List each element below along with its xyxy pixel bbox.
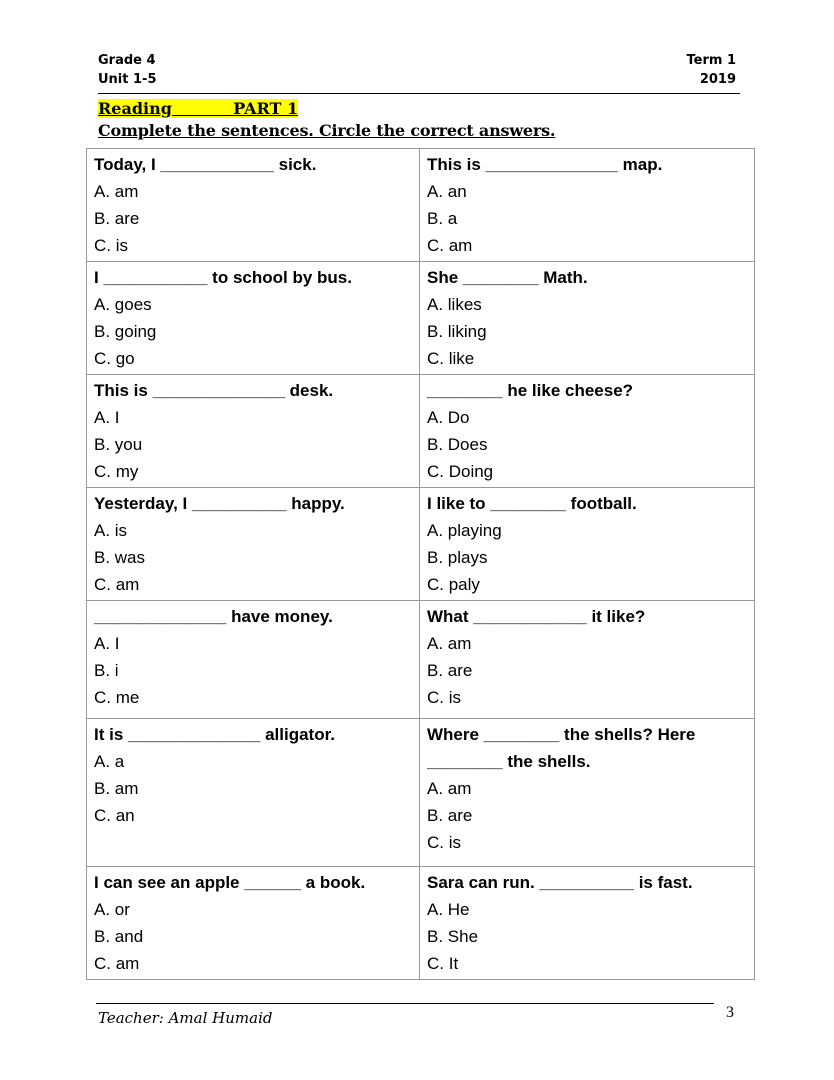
answer-option[interactable]: A. I: [94, 634, 120, 653]
question-cell: [420, 601, 755, 719]
question-cell: [420, 488, 755, 601]
answer-option[interactable]: A. likes: [427, 295, 482, 314]
answer-option[interactable]: C. am: [427, 236, 473, 255]
answer-option[interactable]: C. an: [94, 806, 135, 825]
question-cell: [420, 375, 755, 488]
answer-option[interactable]: C. my: [94, 462, 139, 481]
answer-option[interactable]: A. am: [427, 634, 472, 653]
answer-option[interactable]: B. are: [427, 806, 473, 825]
question-cell: [420, 149, 755, 262]
question-text: This is ______________ desk.: [94, 381, 334, 400]
question-text: I ___________ to school by bus.: [94, 268, 352, 287]
question-cell: [87, 262, 420, 375]
answer-option[interactable]: A. I: [94, 408, 120, 427]
question-row: [87, 867, 755, 980]
question-cell: [420, 719, 755, 867]
part-label: PART 1: [233, 99, 299, 118]
questions-table: [86, 148, 755, 980]
question-text: What ____________ it like?: [427, 607, 646, 626]
question-cell: [87, 149, 420, 262]
answer-option[interactable]: C. is: [427, 833, 461, 852]
unit-label: Unit 1-5: [98, 72, 157, 87]
answer-option[interactable]: C. like: [427, 349, 475, 368]
answer-option[interactable]: B. are: [427, 661, 473, 680]
answer-option[interactable]: B. you: [94, 435, 143, 454]
answer-option[interactable]: B. am: [94, 779, 139, 798]
term-label: Term 1: [686, 53, 736, 68]
reading-label: Reading: [98, 99, 172, 118]
header-right: [687, 51, 737, 89]
answer-option[interactable]: B. going: [94, 322, 157, 341]
section-highlight: [98, 99, 298, 118]
answer-option[interactable]: A. goes: [94, 295, 152, 314]
page-number: 3: [726, 1004, 734, 1021]
answer-option[interactable]: C. It: [427, 954, 459, 973]
answer-option[interactable]: C. am: [94, 954, 140, 973]
answer-option[interactable]: A. playing: [427, 521, 502, 540]
question-text: Today, I ____________ sick.: [94, 155, 317, 174]
question-cell: [420, 262, 755, 375]
question-text: It is ______________ alligator.: [94, 725, 336, 744]
question-text: I can see an apple ______ a book.: [94, 873, 366, 892]
answer-option[interactable]: B. and: [94, 927, 144, 946]
question-cell: [87, 867, 420, 980]
header-left: [98, 51, 157, 89]
answer-option[interactable]: A. am: [427, 779, 472, 798]
answer-option[interactable]: B. i: [94, 661, 119, 680]
answer-option[interactable]: A. or: [94, 900, 130, 919]
answer-option[interactable]: B. liking: [427, 322, 487, 341]
instruction-text: Complete the sentences. Circle the correct answers.: [98, 121, 556, 140]
answer-option[interactable]: A. an: [427, 182, 467, 201]
answer-option[interactable]: C. me: [94, 688, 140, 707]
answer-option[interactable]: B. a: [427, 209, 458, 228]
question-row: [87, 488, 755, 601]
year-label: 2019: [699, 72, 736, 87]
answer-option[interactable]: C. Doing: [427, 462, 494, 481]
question-cell: [87, 719, 420, 867]
answer-option[interactable]: A. a: [94, 752, 125, 771]
answer-option[interactable]: C. am: [94, 575, 140, 594]
grade-label: Grade 4: [98, 53, 156, 68]
question-text: This is ______________ map.: [427, 155, 663, 174]
answer-option[interactable]: B. Does: [427, 435, 488, 454]
question-cell: [420, 867, 755, 980]
section-title: [98, 99, 298, 119]
question-row: [87, 262, 755, 375]
answer-option[interactable]: C. is: [427, 688, 461, 707]
question-row: [87, 375, 755, 488]
footer-divider: [96, 1003, 714, 1004]
answer-option[interactable]: C. paly: [427, 575, 480, 594]
question-cell: [87, 601, 420, 719]
question-row: [87, 601, 755, 719]
answer-option[interactable]: B. are: [94, 209, 140, 228]
question-cell: [87, 488, 420, 601]
question-text: She ________ Math.: [427, 268, 588, 287]
question-text: Sara can run. __________ is fast.: [427, 873, 693, 892]
answer-option[interactable]: B. plays: [427, 548, 488, 567]
question-text: ______________ have money.: [94, 607, 333, 626]
question-text: Yesterday, I __________ happy.: [94, 494, 345, 513]
answer-option[interactable]: C. go: [94, 349, 135, 368]
answer-option[interactable]: A. Do: [427, 408, 470, 427]
question-text: Where ________ the shells? Here ________ the shells.: [427, 725, 696, 771]
questions-body: [87, 149, 755, 980]
answer-option[interactable]: A. He: [427, 900, 470, 919]
answer-option[interactable]: B. She: [427, 927, 479, 946]
answer-option[interactable]: A. is: [94, 521, 128, 540]
answer-option[interactable]: C. is: [94, 236, 128, 255]
answer-option[interactable]: A. am: [94, 182, 139, 201]
header-divider: [98, 93, 740, 94]
question-cell: [87, 375, 420, 488]
question-row: [87, 149, 755, 262]
question-text: I like to ________ football.: [427, 494, 637, 513]
question-text: ________ he like cheese?: [427, 381, 634, 400]
answer-option[interactable]: B. was: [94, 548, 146, 567]
teacher-name: Teacher: Amal Humaid: [98, 1009, 273, 1027]
question-row: [87, 719, 755, 867]
